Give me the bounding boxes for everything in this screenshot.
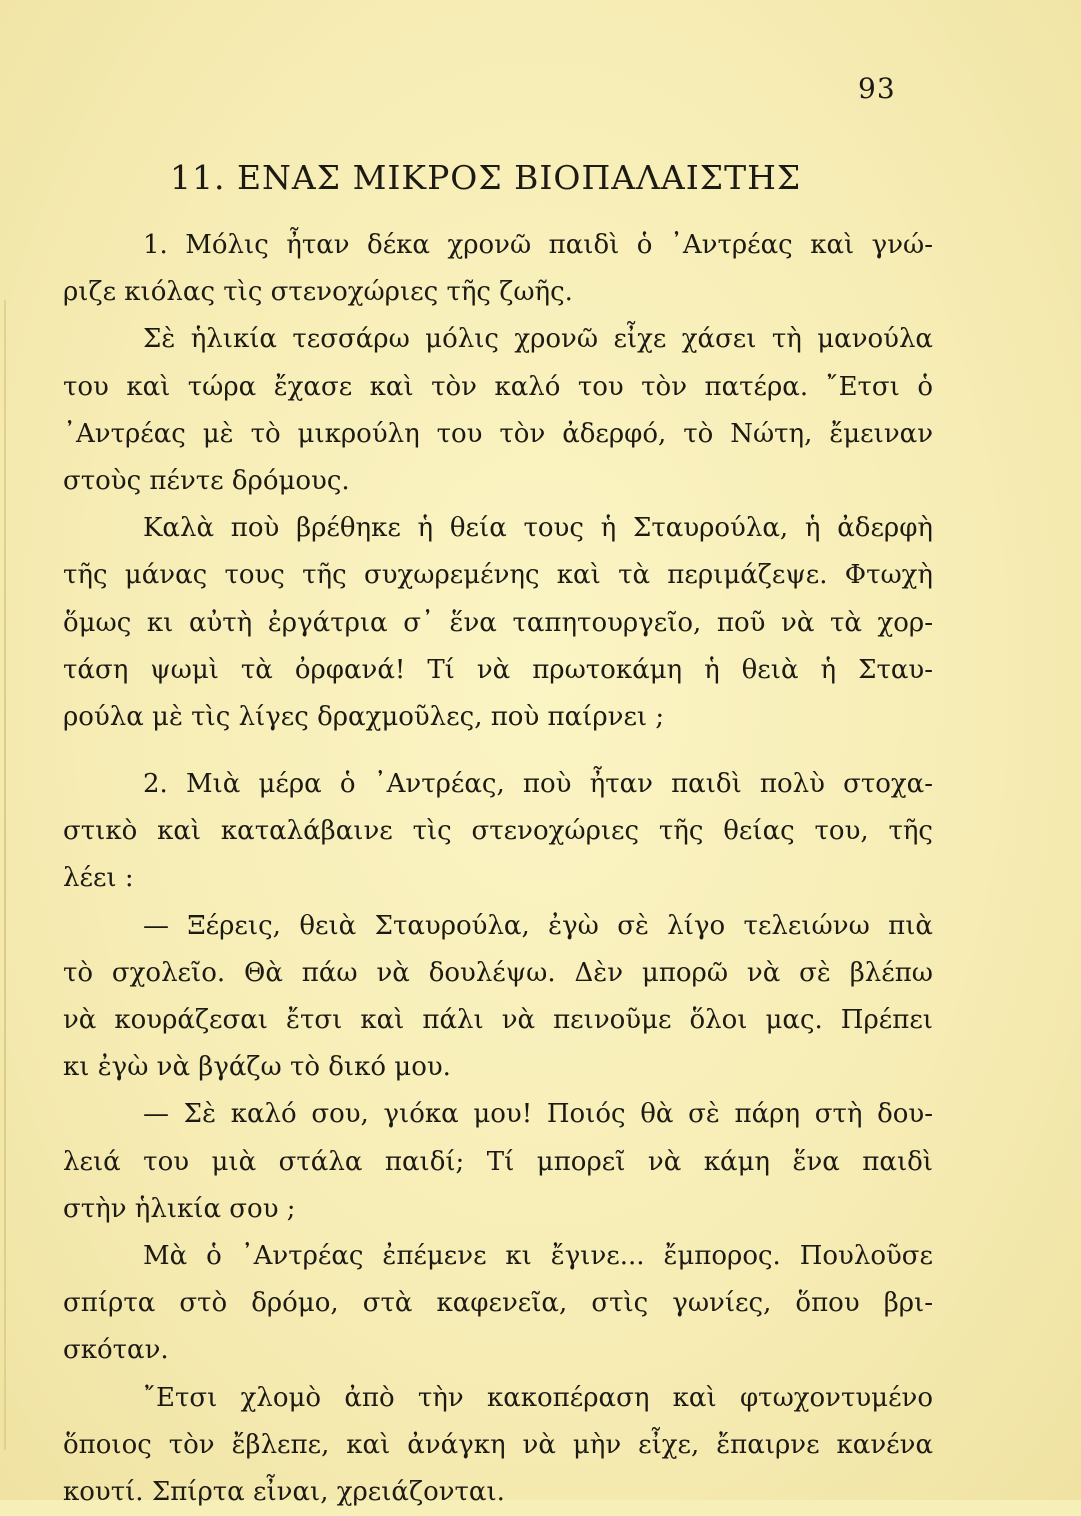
text-line: — Ξέρεις, θειὰ Σταυρούλα, ἐγὼ σὲ λίγο τελειώνω πιὰ [143,910,933,941]
text-line: ριζε κιόλας τὶς στενοχώριες τῆς ζωῆς. [63,277,573,308]
text-line: ὅποιος τὸν ἔβλεπε, καὶ ἀνάγκη νὰ μὴν εἶχε, ἔπαιρνε κανένα [63,1429,933,1460]
text-line: ρούλα μὲ τὶς λίγες δραχμοῦλες, ποὺ παίρνει ; [63,701,665,732]
text-line: στὴν ἡλικία σου ; [63,1193,296,1224]
text-line: ὅμως κι αὐτὴ ἐργάτρια σ᾽ ἕνα ταπητουργεῖο, ποῦ νὰ τὰ χορ- [63,607,933,638]
text-line: Καλὰ ποὺ βρέθηκε ἡ θεία τους ἡ Σταυρούλα, ἡ ἀδερφὴ [143,513,933,544]
text-line: λειά του μιὰ στάλα παιδί; Τί μπορεῖ νὰ κάμη ἕνα παιδὶ [63,1146,933,1177]
body-text [63,222,933,1516]
text-line: ῎Ετσι χλομὸ ἀπὸ τὴν κακοπέραση καὶ φτωχοντυμένο [143,1382,933,1413]
text-line: στοὺς πέντε δρόμους. [63,465,350,496]
text-line: τάση ψωμὶ τὰ ὀρφανά! Τί νὰ πρωτοκάμη ἡ θειὰ ἡ Σταυ- [63,654,933,685]
page-number: 93 [858,72,896,105]
text-line: 1. Μόλις ἦταν δέκα χρονῶ παιδὶ ὁ ᾽Αντρέας καὶ γνώ- [143,230,933,260]
text-line: Σὲ ἡλικία τεσσάρω μόλις χρονῶ εἶχε χάσει τὴ μανούλα [143,324,933,355]
text-line: τῆς μάνας τους τῆς συχωρεμένης καὶ τὰ περιμάζεψε. Φτωχὴ [63,560,933,591]
text-line: σκόταν. [63,1335,169,1366]
page-edge-shadow [4,300,6,1450]
text-line: κουτί. Σπίρτα εἶναι, χρειάζονται. [63,1476,505,1507]
text-line: του καὶ τώρα ἔχασε καὶ τὸν καλό του τὸν πατέρα. ῎Ετσι ὁ [63,371,933,402]
text-line: — Σὲ καλό σου, γιόκα μου! Ποιός θὰ σὲ πάρη στὴ δου- [143,1099,933,1130]
text-line: σπίρτα στὸ δρόμο, στὰ καφενεῖα, στὶς γωνίες, ὅπου βρι- [63,1288,933,1319]
chapter-title: 11. ΕΝΑΣ ΜΙΚΡΟΣ ΒΙΟΠΑΛΑΙΣΤΗΣ [170,158,802,197]
text-line: λέει : [63,863,134,894]
section-gap [63,741,933,761]
text-line: τὸ σχολεῖο. Θὰ πάω νὰ δουλέψω. Δὲν μπορῶ νὰ σὲ βλέπω [63,957,933,988]
text-line: ᾽Αντρέας μὲ τὸ μικρούλη του τὸν ἀδερφό, τὸ Νώτη, ἔμειναν [63,418,933,449]
text-line: κι ἐγὼ νὰ βγάζω τὸ δικό μου. [63,1052,451,1083]
text-line: 2. Μιὰ μέρα ὁ ᾽Αντρέας, ποὺ ἦταν παιδὶ πολὺ στοχα- [143,769,933,800]
text-line: νὰ κουράζεσαι ἔτσι καὶ πάλι νὰ πεινοῦμε ὅλοι μας. Πρέπει [63,1005,933,1035]
text-line: στικὸ καὶ καταλάβαινε τὶς στενοχώριες τῆς θείας του, τῆς [63,816,933,847]
text-line: Μὰ ὁ ᾽Αντρέας ἐπέμενε κι ἔγινε... ἔμπορος. Πουλοῦσε [143,1240,933,1271]
